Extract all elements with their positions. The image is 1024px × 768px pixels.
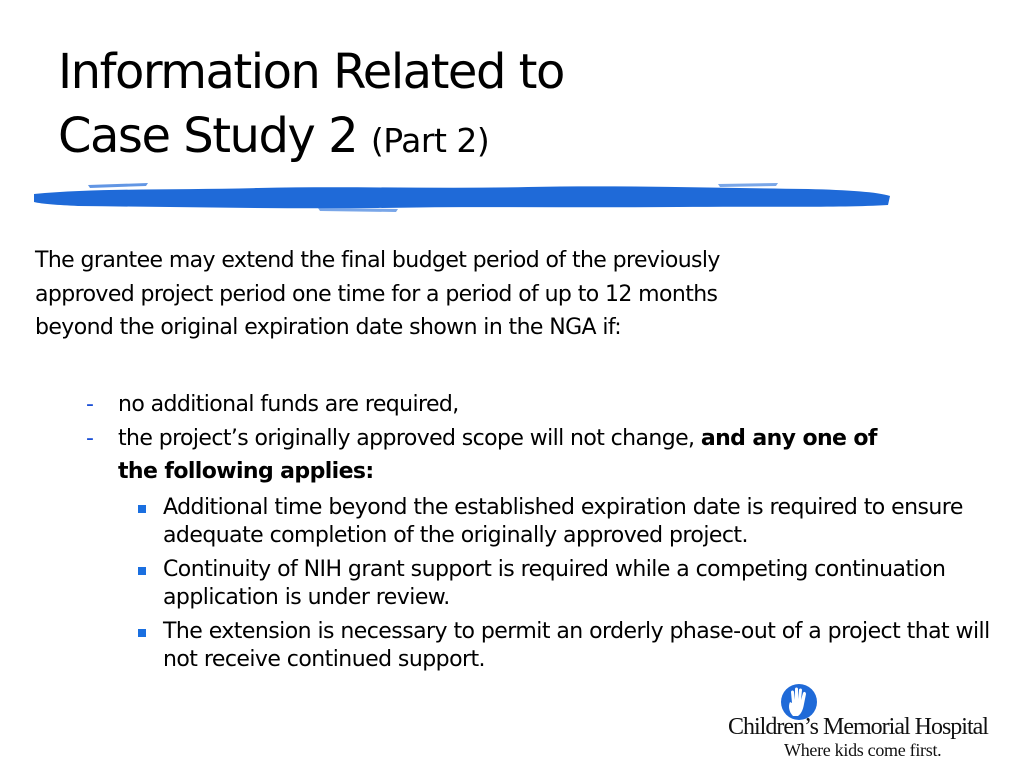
reason-text: The extension is necessary to permit an orderly phase-out of a project that will not receive continued support. [163,619,990,672]
square-bullet-icon [138,567,146,575]
reason-item [138,494,1024,550]
square-bullet-icon [138,629,146,637]
dash-bullet: - [86,392,94,417]
reason-item [138,556,1024,612]
title-case-study: Case Study 2 [58,108,358,164]
square-bullet-icon [138,505,146,513]
slide-title [58,40,918,173]
hospital-tagline: Where kids come first. [784,740,942,760]
title-part: (Part 2) [370,121,490,160]
reason-text: Additional time beyond the established expiration date is required to ensure adequate completion of the originally approved project. [163,495,963,548]
reason-list [138,494,1024,680]
condition-text: no additional funds are required, [118,392,459,417]
reason-item [138,618,1024,674]
intro-paragraph: The grantee may extend the final budget period of the previously approved project period one time for a period of up to 12 months beyond the original expiration date shown in the NGA if: [35,248,720,340]
condition-bold-text: and any one of the following applies: [118,425,877,484]
reason-text: Continuity of NIH grant support is required while a competing continuation application is under review. [163,557,946,610]
condition-item [86,388,906,422]
title-line-2 [58,104,918,173]
brush-stroke-divider [18,178,913,218]
hospital-name: Children’s Memorial Hospital [728,714,988,740]
condition-item [86,422,906,489]
condition-text: the project’s originally approved scope will not change, [118,425,695,451]
hospital-logo [728,682,1013,764]
condition-list [86,388,906,489]
dash-bullet: - [86,425,94,451]
title-line-1: Information Related to [58,44,564,100]
